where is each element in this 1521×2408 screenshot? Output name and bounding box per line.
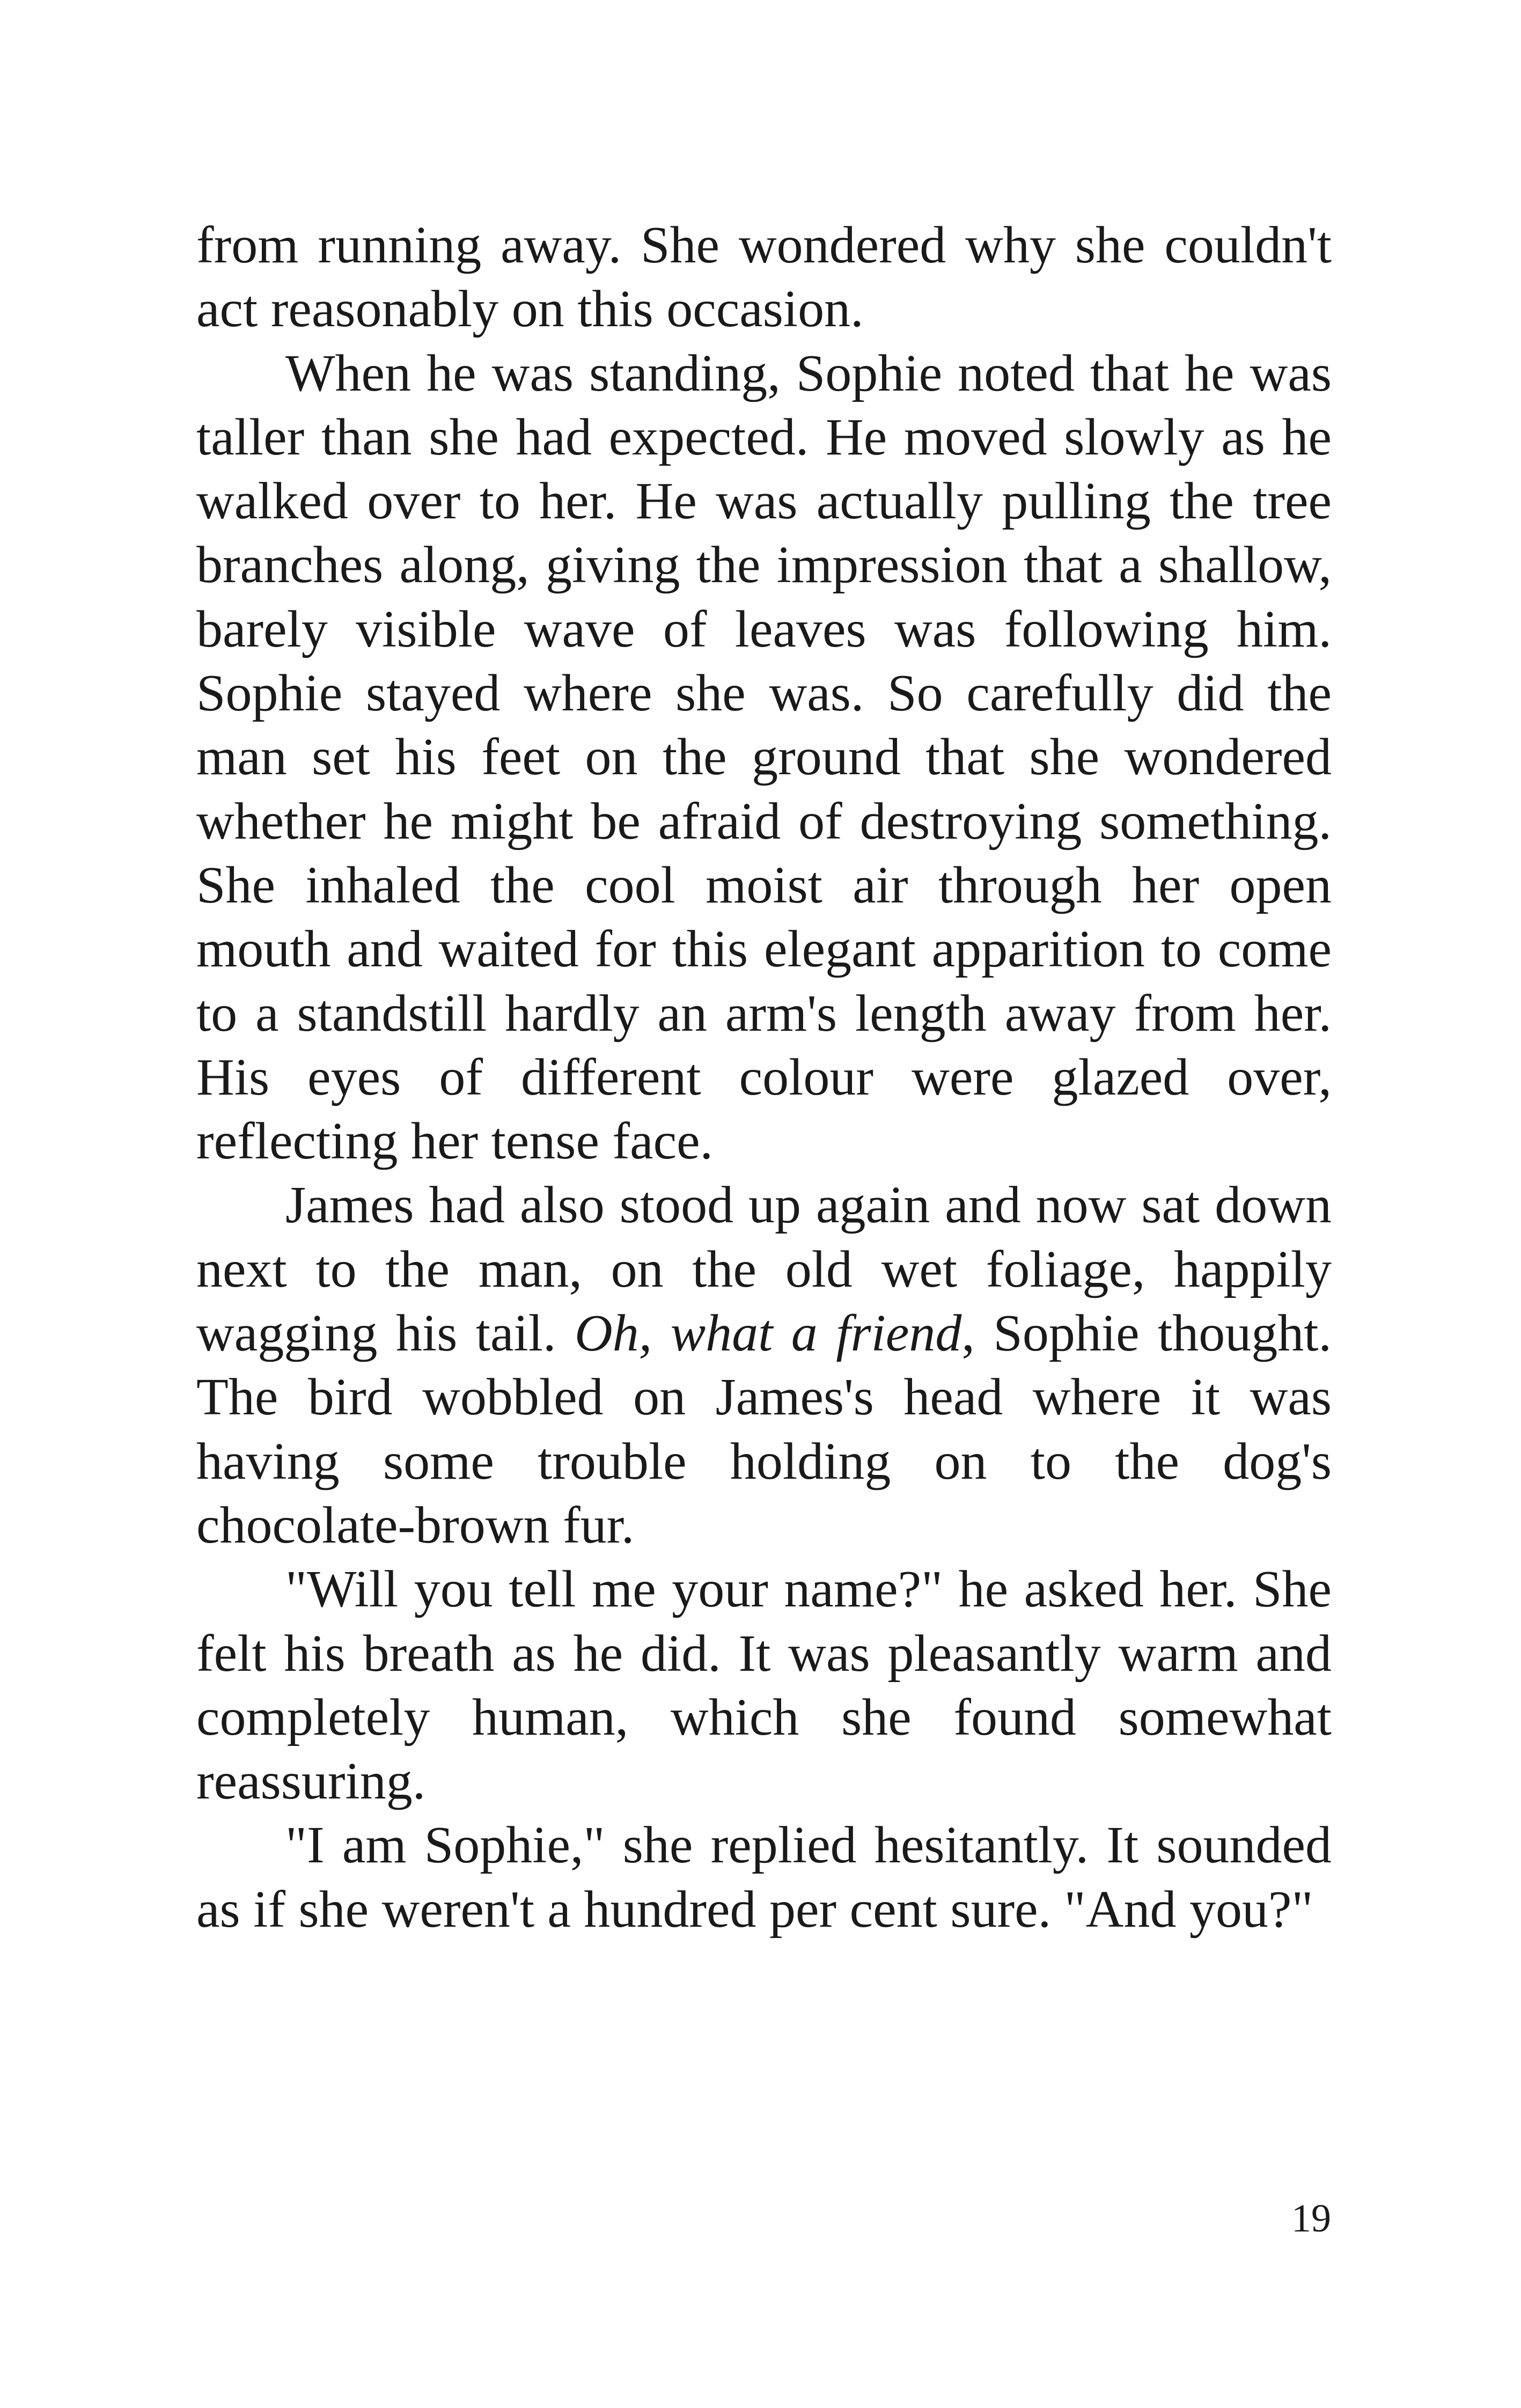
paragraph-3 <box>196 1173 1332 1558</box>
paragraph-5: "I am Sophie," she replied hesitantly. It sounded as if she weren't a hundred per cent sure. "And you?" <box>196 1816 1332 1939</box>
paragraph-2: When he was standing, Sophie noted that he was taller than she had expected. He moved slowly as he walked over to her. He was actually pulling the tree branches along, giving the impression that a shallow, barely visible wave of leaves was following him. Sophie stayed where she was. So carefully did the man set his feet on the ground that she wondered whether he might be afraid of destroying something. She inhaled the cool moist air through her open mouth and waited for this elegant apparition to come to a standstill hardly an arm's length away from her. His eyes of different colour were glazed over, reflecting her tense face. <box>196 344 1332 1171</box>
paragraph-3-start: James had also stood up again and now sat down next to the man, on the old wet foliage, happily wagging his tail. <box>196 1176 1332 1363</box>
paragraph-1: from running away. She wondered why she couldn't act reasonably on this occasion. <box>196 216 1332 339</box>
body-text <box>196 214 1332 1942</box>
paragraph-4: "Will you tell me your name?" he asked her. She felt his breath as he did. It was pleasantly warm and completely human, which she found somewhat reassuring. <box>196 1560 1332 1811</box>
paragraph-3-italic: Oh, what a friend <box>574 1304 962 1363</box>
page-number: 19 <box>1291 2197 1331 2241</box>
paragraph-3-end: , Sophie thought. The bird wobbled on James's head where it was having some trouble holding on to the dog's chocolate-brown fur. <box>196 1304 1332 1554</box>
